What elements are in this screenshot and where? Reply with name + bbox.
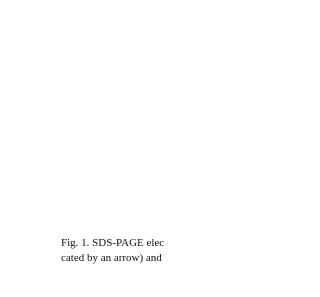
figure-caption-line-2: cated by an arrow) and bbox=[61, 251, 162, 264]
figure-caption-line-1: Fig. 1. SDS-PAGE elec bbox=[61, 237, 165, 249]
figure-caption bbox=[61, 236, 218, 265]
